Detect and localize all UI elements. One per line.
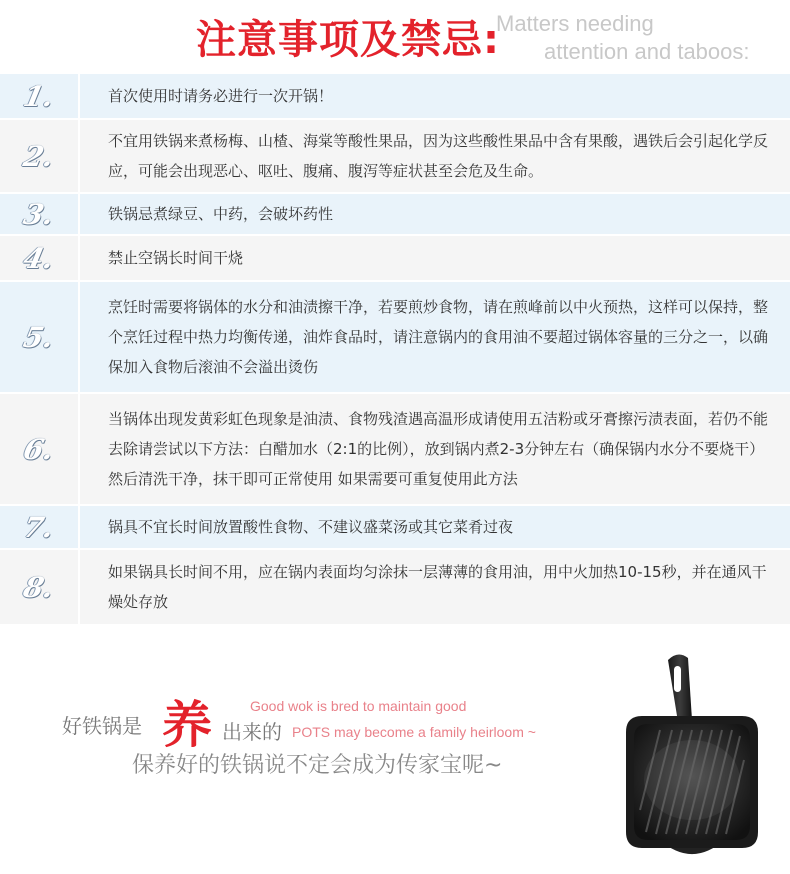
item-text: 首次使用时请务必进行一次开锅！ [108, 87, 334, 105]
item-number: 8. [0, 550, 80, 624]
item-number: 4. [0, 236, 80, 280]
item-text: 当锅体出现发黄彩虹色现象是油渍、食物残渣遇高温形成请使用五洁粉或牙膏擦污渍表面，若仍不能去除请尝试以下方法：白醋加水（2:1的比例），放到锅内煮2-3分钟左右（确保锅内水分不要烧干）然后清洗干净，抹干即可正常使用 如果需要可重复使用此方法 [108, 410, 769, 488]
item-number: 2. [0, 120, 80, 192]
notice-list [0, 74, 790, 626]
slogan-en-line2: POTS may become a family heirloom ~ [292, 724, 536, 740]
notice-item-1 [0, 74, 790, 120]
page-title-en-line1: Matters needing [496, 11, 654, 36]
slogan-highlight-char: 养 [162, 696, 212, 754]
slogan-en-line1: Good wok is bred to maintain good [250, 698, 467, 714]
item-number: 7. [0, 506, 80, 548]
grill-pan-image [612, 650, 772, 874]
item-text: 如果锅具长时间不用，应在锅内表面均匀涂抹一层薄薄的食用油，用中火加热10-15秒，并在通风干燥处存放 [108, 563, 767, 611]
item-text: 烹饪时需要将锅体的水分和油渍擦干净，若要煎炒食物，请在煎峰前以中火预热，这样可以保持，整个烹饪过程中热力均衡传递，油炸食品时，请注意锅内的食用油不要超过锅体容量的三分之一，以确保加入食物后滚油不会溢出烫伤 [108, 298, 769, 376]
item-text: 锅具不宜长时间放置酸性食物、不建议盛菜汤或其它菜肴过夜 [108, 518, 514, 536]
notice-item-3 [0, 194, 790, 236]
notice-item-4 [0, 236, 790, 282]
item-text: 不宜用铁锅来煮杨梅、山楂、海棠等酸性果品，因为这些酸性果品中含有果酸，遇铁后会引起化学反应，可能会出现恶心、呕吐、腹痛、腹泻等症状甚至会危及生命。 [108, 132, 769, 180]
item-number: 3. [0, 194, 80, 234]
page-title-en-line2: attention and taboos: [544, 39, 750, 64]
item-text: 禁止空锅长时间干烧 [108, 249, 244, 267]
notice-item-2 [0, 120, 790, 194]
slogan-part2: 出来的 [222, 720, 282, 744]
item-number: 6. [0, 394, 80, 504]
slogan-section [0, 640, 790, 874]
notice-item-5 [0, 282, 790, 394]
page-title: 注意事项及禁忌: [196, 17, 500, 63]
header [0, 0, 790, 72]
notice-item-8 [0, 550, 790, 626]
notice-item-6 [0, 394, 790, 506]
slogan-line2: 保养好的铁锅说不定会成为传家宝呢~ [132, 753, 503, 778]
slogan-part1: 好铁锅是 [62, 714, 142, 738]
item-number: 1. [0, 74, 80, 118]
notice-item-7 [0, 506, 790, 550]
item-number: 5. [0, 282, 80, 392]
item-text: 铁锅忌煮绿豆、中药，会破坏药性 [108, 205, 334, 223]
